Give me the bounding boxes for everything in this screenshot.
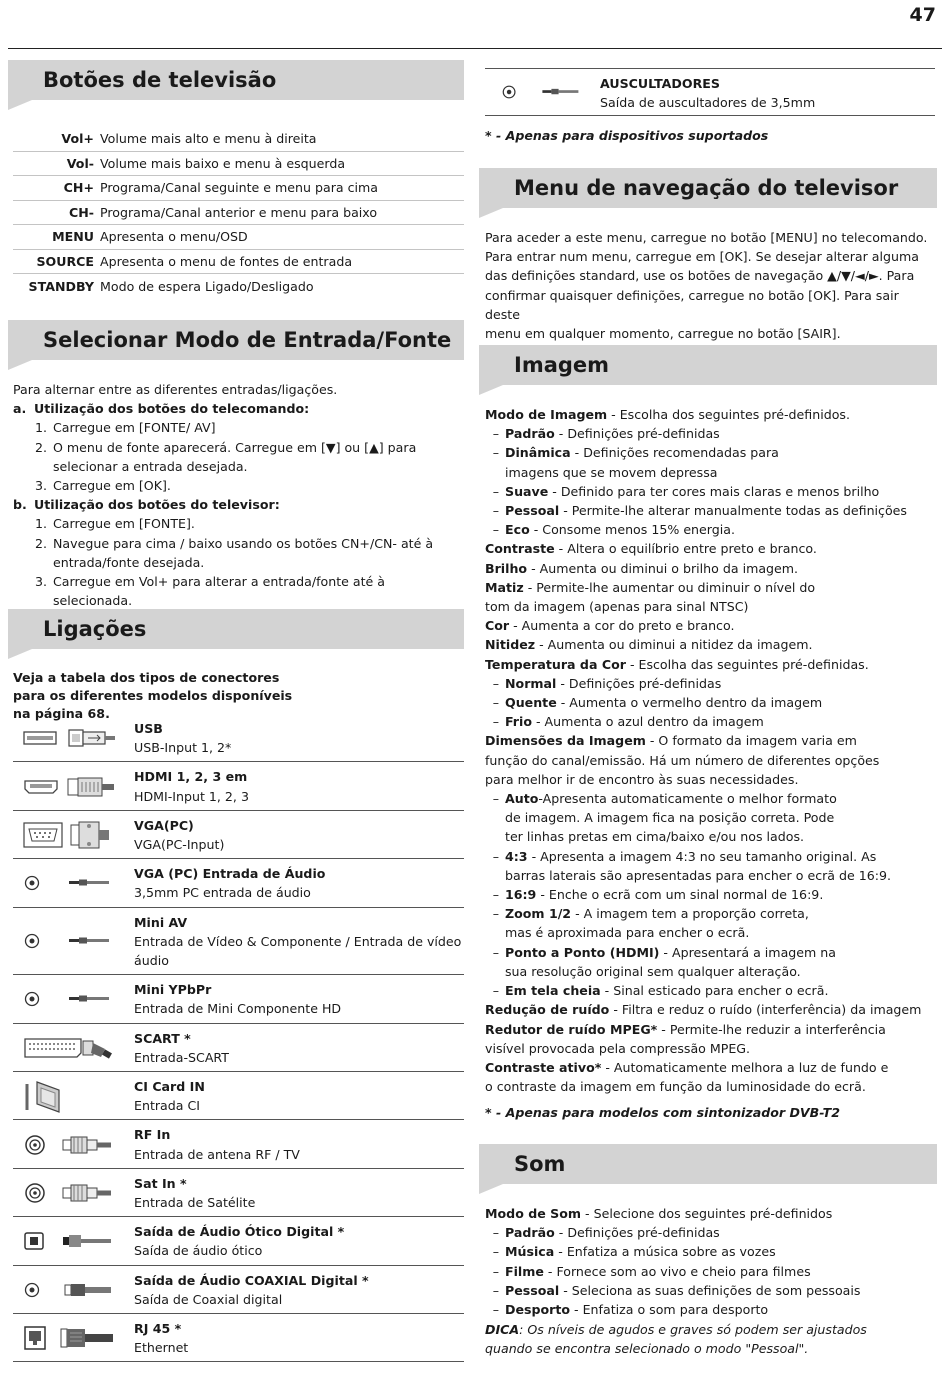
list-item: 2. O menu de fonte aparecerá. Carregue em [▼] ou [▲] para selecionar a entrada desejada. <box>34 439 417 474</box>
usb-connector-icon <box>13 719 134 757</box>
sound-settings <box>485 1204 937 1319</box>
text-line: imagens que se movem depressa <box>505 464 718 480</box>
table-row <box>13 1266 464 1314</box>
supported-note: * - Apenas para dispositivos suportados <box>485 128 769 143</box>
button-desc: Volume mais alto e menu à direita <box>100 131 317 147</box>
connector-desc: Entrada-SCART <box>134 1049 229 1065</box>
connector-name: Saída de Áudio COAXIAL Digital * <box>134 1272 369 1288</box>
rf-connector-icon <box>13 1125 134 1163</box>
connector-name: RF In <box>134 1127 171 1143</box>
button-key: CH+ <box>63 180 94 196</box>
list-item: – Pessoal - Seleciona as suas definições de som pessoais <box>492 1282 861 1298</box>
list-item: – Frio - Aumenta o azul dentro da imagem <box>492 714 764 730</box>
connector-desc: Saída de Coaxial digital <box>134 1291 283 1307</box>
button-key: MENU <box>52 229 94 245</box>
coaxial-connector-icon <box>13 1271 134 1309</box>
image-settings <box>485 405 937 1096</box>
table-row <box>13 762 464 810</box>
mini-ypbpr-jack-icon <box>13 980 134 1018</box>
connector-name: Sat In * <box>134 1175 187 1191</box>
text-line: barras laterais são apresentadas para encher o ecrã de 16:9. <box>505 867 892 883</box>
setting-line: Cor - Aumenta a cor do preto e branco. <box>485 618 735 634</box>
setting-line: Temperatura da Cor - Escolha das seguintes pré-definidas. <box>485 656 869 672</box>
connections-intro: Veja a tabela dos tipos de conectores para os diferentes modelos disponíveis na página 68. <box>13 670 293 721</box>
list-item: – Suave - Definido para ter cores mais claras e menos brilho <box>492 483 880 499</box>
connector-desc: Entrada CI <box>134 1098 200 1114</box>
table-row <box>13 859 464 907</box>
headphone-jack-icon <box>485 69 600 115</box>
table-row <box>13 1024 464 1072</box>
text-line: mas é aproximada para encher o ecrã. <box>505 925 750 941</box>
list-item: – Ponto a Ponto (HDMI) - Apresentará a imagem na <box>492 944 836 960</box>
section-header-nav <box>479 168 937 208</box>
list-item: – 16:9 - Enche o ecrã com um sinal normal de 16:9. <box>492 887 824 903</box>
connector-desc: Ethernet <box>134 1340 189 1356</box>
connector-name: Saída de Áudio Ótico Digital * <box>134 1224 345 1240</box>
list-item: 3. Carregue em Vol+ para alterar a entrada/fonte até à selecionada. <box>34 574 386 609</box>
connector-desc: Entrada de antena RF / TV <box>134 1146 300 1162</box>
setting-line: Redutor de ruído MPEG* - Permite-lhe reduzir a interferência <box>485 1021 886 1037</box>
setting-line: Contraste ativo* - Automaticamente melhora a luz de fundo e <box>485 1059 889 1075</box>
table-row <box>13 1169 464 1217</box>
sat-connector-icon <box>13 1174 134 1212</box>
header-rule <box>8 48 942 49</box>
connector-name: CI Card IN <box>134 1079 205 1095</box>
tv-buttons-table <box>13 127 464 299</box>
sound-tip: DICA: Os níveis de agudos e graves só podem ser ajustados quando se encontra selecionado o modo "Pessoal". <box>485 1322 867 1357</box>
connector-name: RJ 45 * <box>134 1321 182 1337</box>
text-line: visível provocada pela compressão MPEG. <box>485 1040 751 1056</box>
section-header-input <box>8 320 464 360</box>
text-line: para melhor ir de encontro às suas necessidades. <box>485 771 799 787</box>
section-header-image <box>479 345 937 385</box>
list-item: – Padrão - Definições pré-definidas <box>492 426 720 442</box>
text-line: das definições standard, use os botões de navegação ▲/▼/◄/►. Para <box>485 268 915 284</box>
setting-line: Contraste - Altera o equilíbrio entre preto e branco. <box>485 541 817 557</box>
table-row <box>13 1314 464 1362</box>
table-row <box>13 1072 464 1120</box>
section-title: Imagem <box>514 353 610 377</box>
connector-name: VGA(PC) <box>134 817 194 833</box>
connector-name: SCART * <box>134 1030 191 1046</box>
button-desc: Apresenta o menu/OSD <box>100 229 248 245</box>
headphones-name: AUSCULTADORES <box>600 76 720 91</box>
text-line: função do canal/emissão. Há um número de diferentes opções <box>485 752 880 768</box>
table-row <box>13 225 464 250</box>
button-key: Vol- <box>66 155 94 171</box>
button-key: Vol+ <box>61 131 94 147</box>
setting-line: Modo de Som - Selecione dos seguintes pré-definidos <box>485 1206 833 1221</box>
button-key: SOURCE <box>36 253 94 269</box>
text-line: confirmar quaisquer definições, carregue no botão [OK]. Para sair deste <box>485 287 899 322</box>
connector-desc: USB-Input 1, 2* <box>134 740 232 756</box>
section-title: Menu de navegação do televisor <box>514 176 899 200</box>
hdmi-connector-icon <box>13 767 134 805</box>
list-item: – Padrão - Definições pré-definidas <box>492 1225 720 1241</box>
button-desc: Programa/Canal seguinte e menu para cima <box>100 180 379 196</box>
button-key: CH- <box>68 204 94 220</box>
table-row <box>13 1120 464 1168</box>
headphones-row <box>485 68 935 116</box>
list-item: – 4:3 - Apresenta a imagem 4:3 no seu tamanho original. As <box>492 848 877 864</box>
input-instructions <box>13 380 464 610</box>
table-row <box>13 250 464 275</box>
mini-av-jack-icon <box>13 913 134 971</box>
section-header-buttons <box>8 60 464 100</box>
text-line: menu em qualquer momento, carregue no botão [SAIR]. <box>485 326 841 342</box>
connector-desc: HDMI-Input 1, 2, 3 <box>134 788 249 804</box>
connector-desc: 3,5mm PC entrada de áudio <box>134 885 311 901</box>
list-item: – Dinâmica - Definições recomendadas para <box>492 445 779 461</box>
list-item: – Eco - Consome menos 15% energia. <box>492 522 735 538</box>
table-row <box>13 274 464 299</box>
connector-name: HDMI 1, 2, 3 em <box>134 769 248 785</box>
section-title: Selecionar Modo de Entrada/Fonte <box>43 328 452 352</box>
dvbt2-note: * - Apenas para modelos com sintonizador DVB-T2 <box>485 1105 840 1120</box>
button-desc: Volume mais baixo e menu à esquerda <box>100 155 346 171</box>
section-title: Botões de televisão <box>43 68 277 92</box>
connector-name: VGA (PC) Entrada de Áudio <box>134 866 326 882</box>
connectors-table <box>13 714 464 1362</box>
optical-connector-icon <box>13 1222 134 1260</box>
list-item: – Desporto - Enfatiza o som para desporto <box>492 1302 769 1318</box>
ci-card-icon <box>13 1077 134 1115</box>
setting-line: Brilho - Aumenta ou diminui o brilho da imagem. <box>485 560 799 576</box>
button-desc: Modo de espera Ligado/Desligado <box>100 278 314 294</box>
table-row <box>13 1217 464 1265</box>
list-item: 3. Carregue em [OK]. <box>34 478 171 494</box>
text-line: Para aceder a este menu, carregue no botão [MENU] no telecomando. <box>485 230 928 245</box>
list-item: – Música - Enfatiza a música sobre as vozes <box>492 1244 776 1260</box>
table-row <box>13 127 464 152</box>
setting-line: Nitidez - Aumenta ou diminui a nitidez da imagem. <box>485 637 813 653</box>
table-row <box>13 176 464 201</box>
connector-name: Mini YPbPr <box>134 982 212 998</box>
setting-line: Matiz - Permite-lhe aumentar ou diminuir o nível do <box>485 579 816 595</box>
text-line: o contraste da imagem em função da luminosidade do ecrã. <box>485 1079 866 1095</box>
list-item: a. Utilização dos botões do telecomando: <box>13 401 310 417</box>
connector-name: Mini AV <box>134 914 188 930</box>
button-desc: Apresenta o menu de fontes de entrada <box>100 253 353 269</box>
text-line: Para entrar num menu, carregue em [OK]. Se desejar alterar alguma <box>485 249 919 265</box>
list-item: – Pessoal - Permite-lhe alterar manualmente todas as definições <box>492 503 907 519</box>
table-row <box>13 714 464 762</box>
section-title: Som <box>514 1152 566 1176</box>
setting-line: Redução de ruído - Filtra e reduz o ruído (interferência) da imagem <box>485 1002 922 1018</box>
connector-desc: Entrada de Satélite <box>134 1195 256 1211</box>
list-item: – Auto-Apresenta automaticamente o melhor formato <box>492 791 837 807</box>
button-desc: Programa/Canal anterior e menu para baixo <box>100 204 378 220</box>
text-line: ter linhas pretas em cima/baixo e/ou nos lados. <box>505 829 805 845</box>
input-intro: Para alternar entre as diferentes entradas/ligações. <box>13 382 338 397</box>
connector-name: USB <box>134 721 163 736</box>
text-line: tom da imagem (apenas para sinal NTSC) <box>485 599 749 615</box>
section-title: Ligações <box>43 617 147 641</box>
setting-line: Modo de Imagem - Escolha dos seguintes pré-definidos. <box>485 407 850 422</box>
table-row <box>13 201 464 226</box>
list-item: 1. Carregue em [FONTE]. <box>34 516 195 532</box>
table-row <box>13 152 464 177</box>
nav-instructions <box>485 228 935 343</box>
list-item: – Quente - Aumenta o vermelho dentro da imagem <box>492 695 823 711</box>
connector-desc: Entrada de Vídeo & Componente / Entrada de vídeo áudio <box>134 933 462 969</box>
connector-desc: VGA(PC-Input) <box>134 837 225 853</box>
table-row <box>13 811 464 859</box>
list-item: 1. Carregue em [FONTE/ AV] <box>34 420 216 436</box>
table-row <box>13 908 464 976</box>
list-item: – Zoom 1/2 - A imagem tem a proporção correta, <box>492 906 809 922</box>
list-item: – Normal - Definições pré-definidas <box>492 675 722 691</box>
connector-desc: Entrada de Mini Componente HD <box>134 1001 342 1017</box>
setting-line: Dimensões da Imagem - O formato da imagem varia em <box>485 733 857 749</box>
rj45-connector-icon <box>13 1319 134 1357</box>
page-number: 47 <box>909 4 936 26</box>
text-line: de imagem. A imagem fica na posição correta. Pode <box>505 810 835 826</box>
text-line: sua resolução original sem qualquer alteração. <box>505 963 801 979</box>
list-item: – Filme - Fornece som ao vivo e cheio para filmes <box>492 1263 811 1279</box>
scart-connector-icon <box>13 1029 134 1067</box>
connector-desc: Saída de áudio ótico <box>134 1243 263 1259</box>
vga-connector-icon <box>13 816 134 854</box>
list-item: – Em tela cheia - Sinal esticado para encher o ecrã. <box>492 983 829 999</box>
list-item: 2. Navegue para cima / baixo usando os botões CN+/CN- até à entrada/fonte desejada. <box>34 535 434 570</box>
section-header-sound <box>479 1144 937 1184</box>
section-header-connections <box>8 609 464 649</box>
audio-jack-icon <box>13 864 134 902</box>
list-item: b. Utilização dos botões do televisor: <box>13 497 280 513</box>
headphones-desc: Saída de auscultadores de 3,5mm <box>600 95 816 111</box>
button-key: STANDBY <box>28 278 94 294</box>
table-row <box>13 975 464 1023</box>
